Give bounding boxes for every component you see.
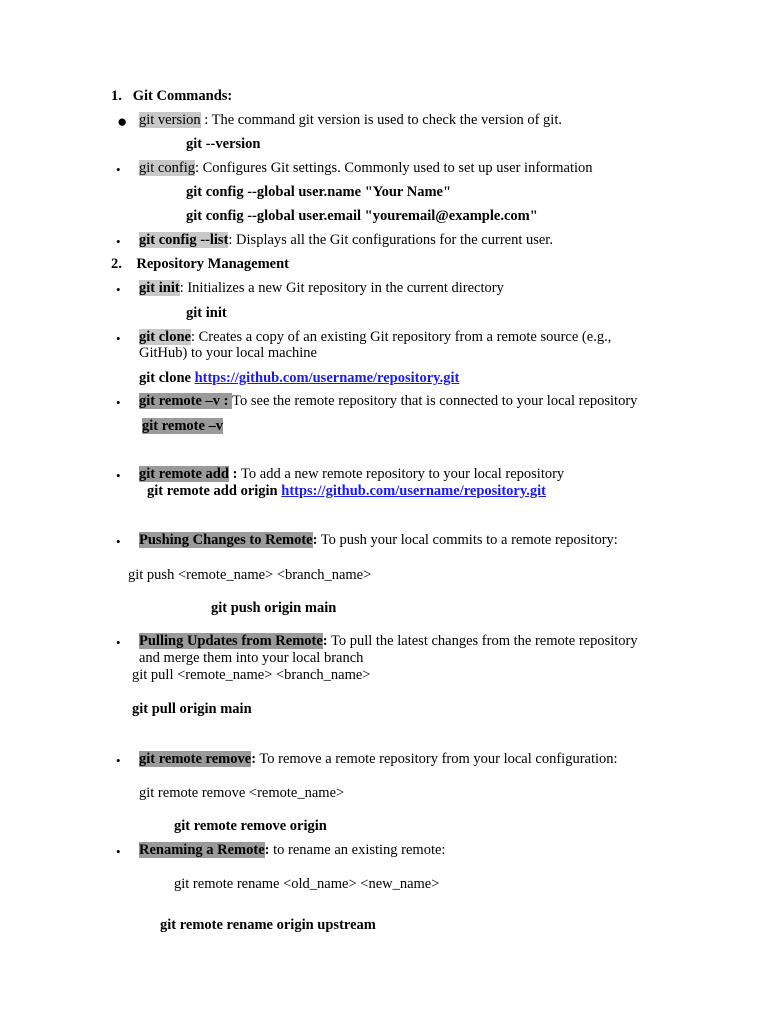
command-example: git remote rename origin upstream <box>160 917 376 933</box>
term-description: To pull the latest changes from the remote repository <box>327 633 638 649</box>
section-number: 2. <box>111 256 122 272</box>
command-example <box>147 483 546 500</box>
term-description: To remove a remote repository from your local configuration: <box>256 751 618 767</box>
term-description: : Creates a copy of an existing Git repository from a remote source (e.g., <box>190 329 612 345</box>
command-highlight: git remote –v <box>142 418 224 434</box>
term-separator: : <box>228 466 242 482</box>
bullet-icon: • <box>116 844 121 859</box>
term-description: To add a new remote repository to your local repository <box>241 466 565 482</box>
command-example: git init <box>186 305 227 321</box>
section-heading-repository-management <box>111 256 289 273</box>
section-title: Git Commands: <box>132 88 233 104</box>
term-separator: : <box>251 751 257 767</box>
command-syntax: git pull <remote_name> <branch_name> <box>132 667 371 683</box>
bullet-icon: ● <box>117 112 128 131</box>
list-item-pull <box>139 633 638 650</box>
command-syntax: git remote remove <remote_name> <box>139 785 345 801</box>
command-example: git config --global user.name "Your Name" <box>186 184 452 200</box>
bullet-icon: • <box>116 534 121 549</box>
command-example: git remote remove origin <box>174 818 327 834</box>
term-description: : Initializes a new Git repository in the current directory <box>179 280 504 296</box>
bullet-icon: • <box>116 331 121 346</box>
term-description: : Displays all the Git configurations for the current user. <box>228 232 553 248</box>
list-item-git-version <box>139 112 562 129</box>
term-description: To push your local commits to a remote repository: <box>317 532 618 548</box>
command-example: git push origin main <box>211 600 337 616</box>
command-example: git pull origin main <box>132 701 252 717</box>
list-item-git-init <box>139 280 504 297</box>
term-separator: : <box>312 532 318 548</box>
bullet-icon: • <box>116 234 121 249</box>
term-highlight: git remote –v : <box>139 393 233 409</box>
command-syntax: git push <remote_name> <branch_name> <box>128 567 372 583</box>
bullet-icon: • <box>116 162 121 177</box>
command-example: git config --global user.email "youremail@example.com" <box>186 208 538 224</box>
term-description: : The command git version is used to check the version of git. <box>200 112 562 128</box>
section-title: Repository Management <box>136 256 290 272</box>
term-description-continued: and merge them into your local branch <box>139 650 364 666</box>
list-item-git-clone <box>139 329 611 346</box>
bullet-icon: • <box>116 635 121 650</box>
term-description: : Configures Git settings. Commonly used to set up user information <box>194 160 593 176</box>
term-highlight: git remote remove <box>139 751 252 767</box>
term-highlight: Pushing Changes to Remote <box>139 532 313 548</box>
section-number: 1. <box>111 88 122 104</box>
command-example <box>142 418 223 435</box>
term-highlight: git init <box>139 280 180 296</box>
command-syntax: git remote rename <old_name> <new_name> <box>174 876 440 892</box>
bullet-icon: • <box>116 753 121 768</box>
term-highlight: git config <box>139 160 195 176</box>
command-text: git clone <box>139 370 195 386</box>
term-highlight: git clone <box>139 329 191 345</box>
term-description: to rename an existing remote: <box>269 842 446 858</box>
command-example <box>139 370 459 387</box>
command-example: git --version <box>186 136 261 152</box>
bullet-icon: • <box>116 395 121 410</box>
list-item-git-remote-remove <box>139 751 618 768</box>
list-item-push <box>139 532 618 549</box>
bullet-icon: • <box>116 468 121 483</box>
repository-url-link[interactable]: https://github.com/username/repository.git <box>281 483 547 499</box>
term-separator: : <box>264 842 270 858</box>
term-separator: : <box>322 633 328 649</box>
command-text: git remote add origin <box>147 483 282 499</box>
term-highlight: git config --list <box>139 232 229 248</box>
list-item-git-remote-add <box>139 466 564 483</box>
repository-url-link[interactable]: https://github.com/username/repository.git <box>194 370 460 386</box>
term-description-continued: GitHub) to your local machine <box>139 345 317 361</box>
list-item-git-config <box>139 160 593 177</box>
list-item-git-config-list <box>139 232 553 249</box>
bullet-icon: • <box>116 282 121 297</box>
section-heading-git-commands <box>111 88 232 105</box>
list-item-git-remote-v <box>139 393 637 410</box>
term-highlight: git remote add <box>139 466 229 482</box>
term-highlight: git version <box>139 112 201 128</box>
term-description: To see the remote repository that is connected to your local repository <box>232 393 638 409</box>
term-highlight: Pulling Updates from Remote <box>139 633 323 649</box>
term-highlight: Renaming a Remote <box>139 842 265 858</box>
list-item-rename <box>139 842 445 859</box>
